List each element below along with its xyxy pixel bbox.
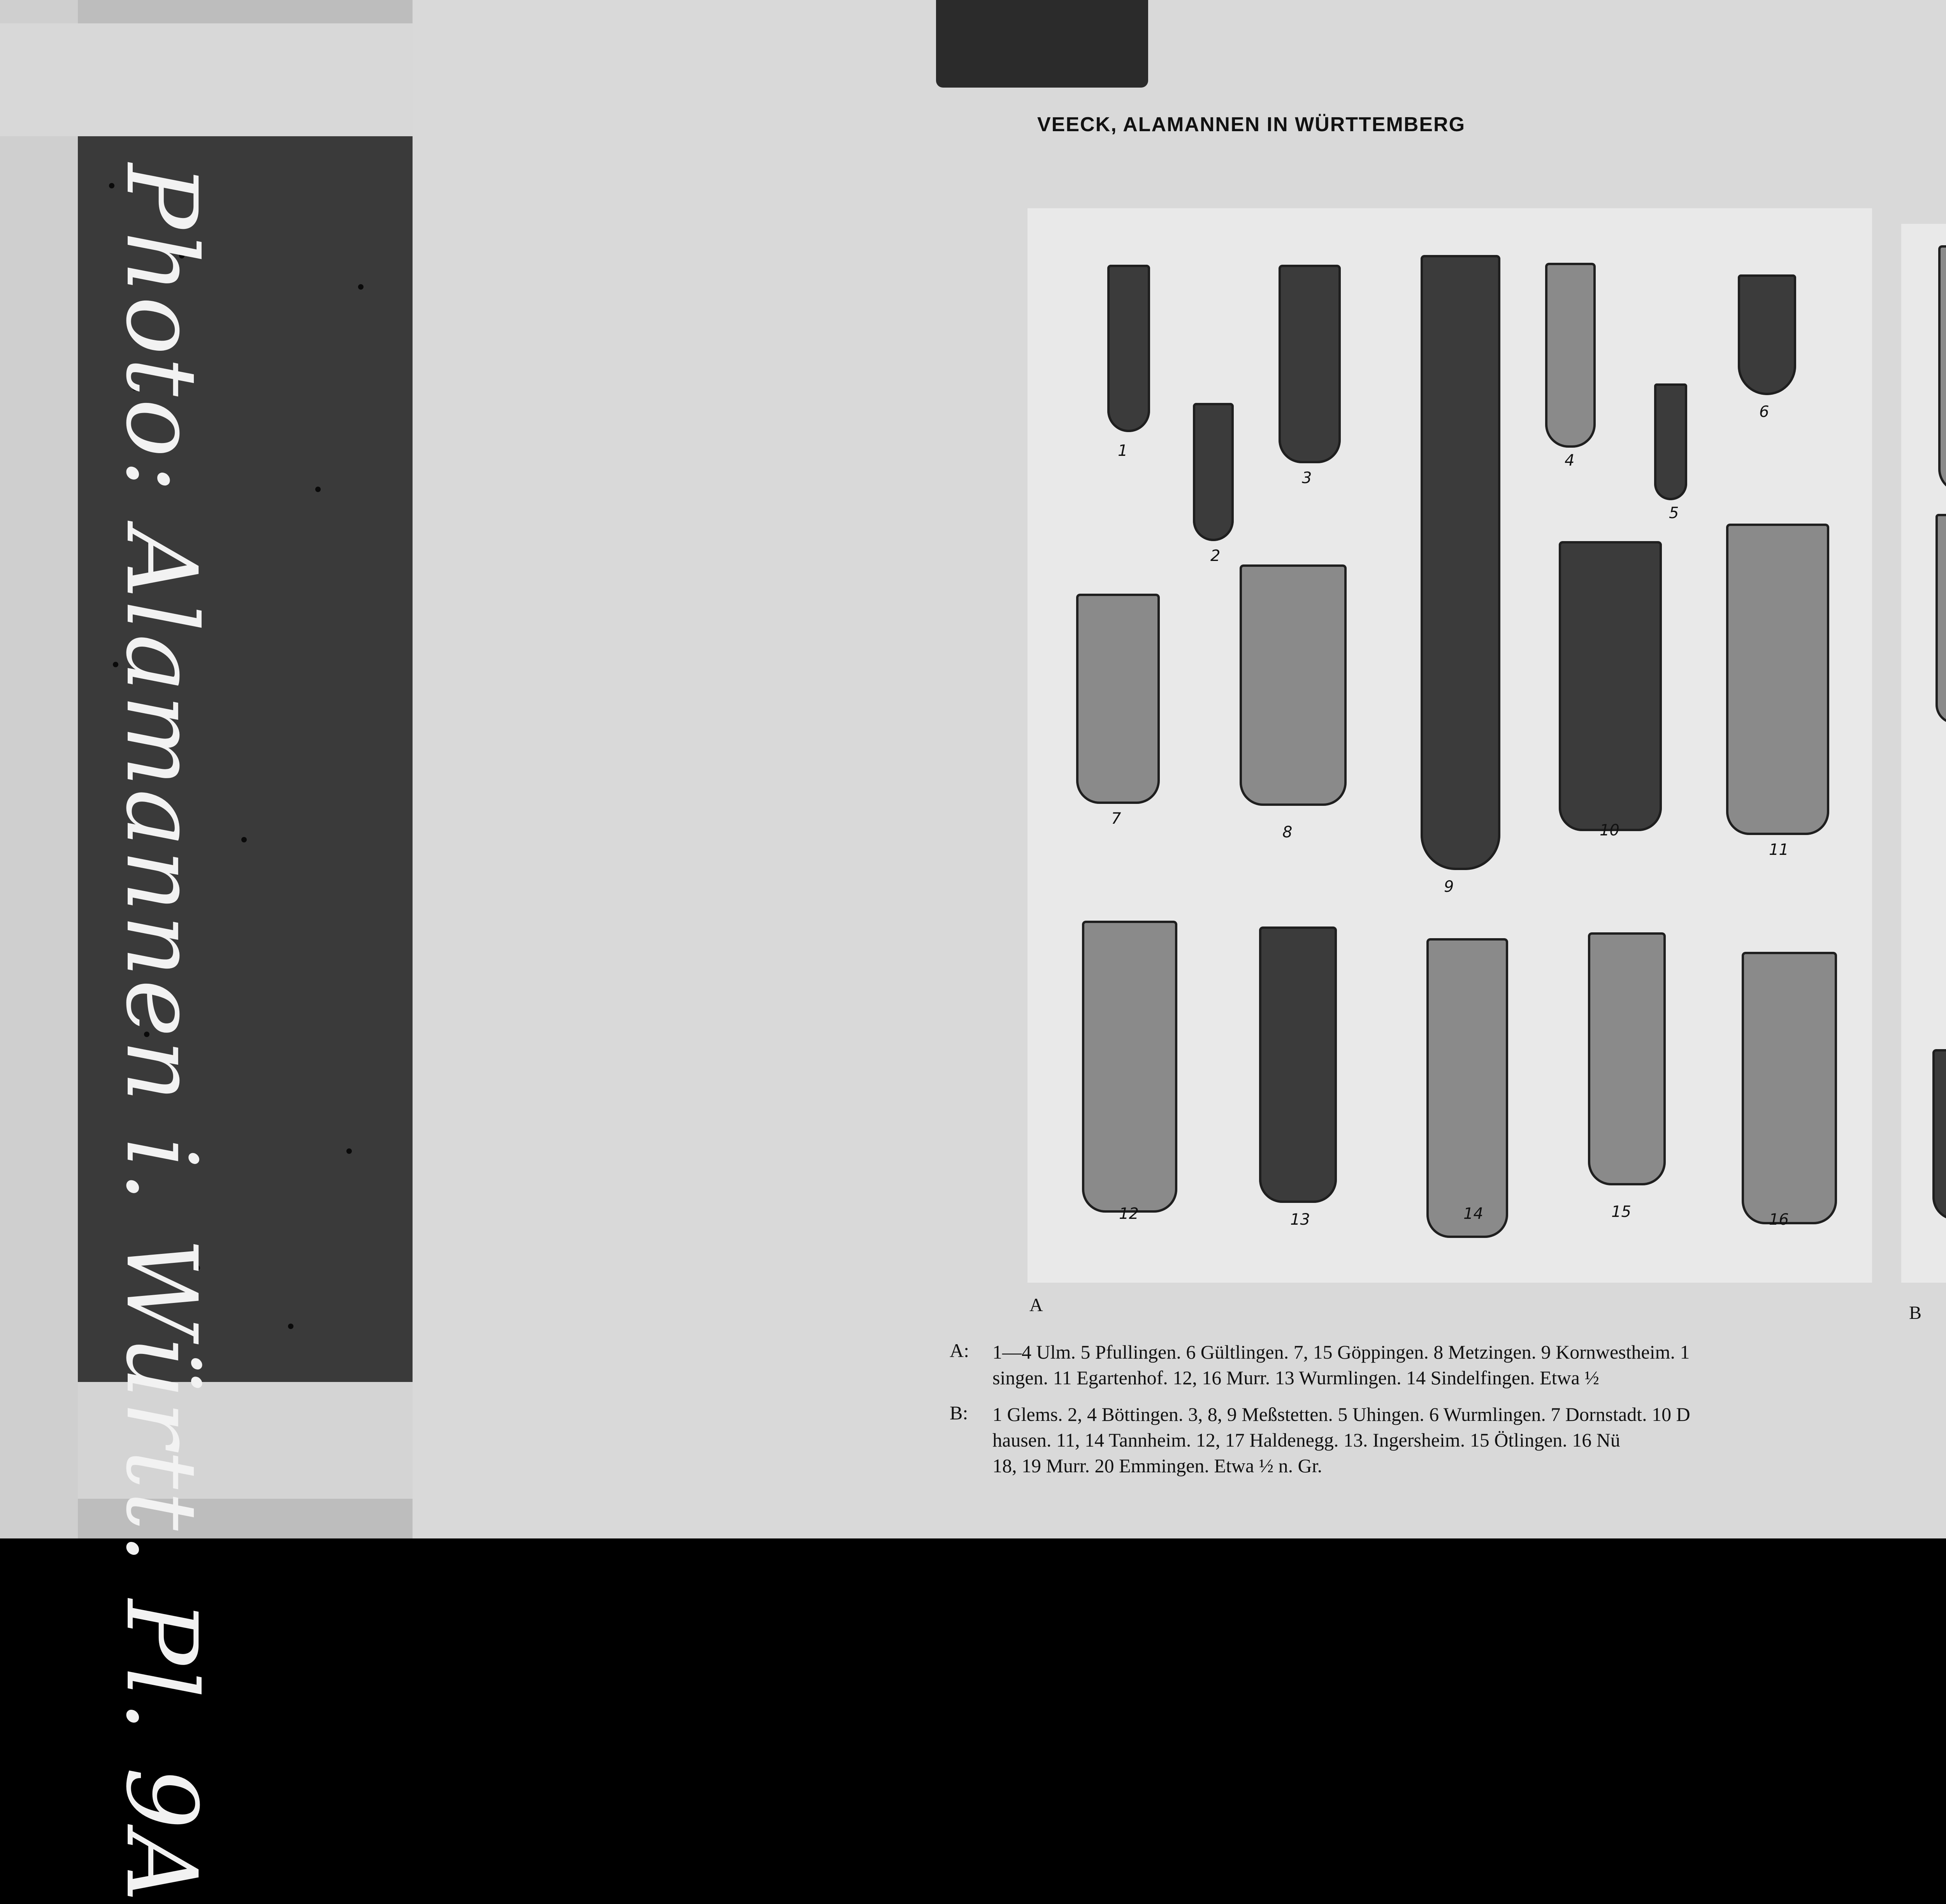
caption-b-line-3: 18, 19 Murr. 20 Emmingen. Etwa ½ n. Gr. [992,1455,1323,1477]
page-clip [936,0,1148,88]
wormhole [346,1148,352,1154]
running-header: VEECK, ALAMANNEN IN WÜRTTEMBERG [1037,113,1466,136]
strap-end-13 [1259,927,1337,1203]
strap-end-1 [1107,265,1150,432]
wormhole [241,837,247,842]
figure-number: 10 [1600,821,1619,839]
plate-b-label: B [1909,1303,1922,1323]
strap-end-6 [1738,274,1796,395]
strap-end-b-13 [1932,1049,1946,1220]
strap-end-14 [1426,938,1508,1238]
caption-a [992,1339,1690,1391]
strap-end-b-2 [1935,514,1946,724]
strap-end-7 [1076,594,1160,804]
figure-number: 5 [1669,504,1679,522]
strap-end-8 [1240,564,1347,806]
figure-number: 3 [1302,469,1312,487]
caption-b-line-2: hausen. 11, 14 Tannheim. 12, 17 Haldenegg. 13. Ingersheim. 15 Ötlingen. 16 Nü [992,1429,1620,1451]
figure-number: 9 [1444,878,1454,896]
wormhole [358,284,364,290]
figure-number: 6 [1759,403,1769,421]
caption-b [992,1401,1690,1479]
plate-a [1027,208,1872,1283]
caption-a-line-2: singen. 11 Egartenhof. 12, 16 Murr. 13 Wurmlingen. 14 Sindelfingen. Etwa ½ [992,1367,1599,1389]
tape-strip-left [0,0,78,1538]
caption-a-key: A: [950,1340,969,1361]
figure-number: 12 [1119,1205,1139,1223]
plate-a-label: A [1029,1295,1043,1315]
strap-end-11 [1726,524,1829,835]
tape-strip-top [0,23,413,136]
wormhole [315,487,321,492]
strap-end-b-1 [1938,245,1946,492]
strap-end-5 [1654,383,1687,500]
figure-number: 14 [1463,1205,1483,1223]
handwritten-label: Photo: Alamannen i. Württ. Pl. 9A [105,164,218,1904]
mounting-board [0,0,413,1904]
plate-b [1901,224,1946,1283]
wormhole [288,1324,293,1329]
strap-end-10 [1559,541,1662,831]
book-page [413,0,1946,1538]
figure-number: 8 [1282,823,1293,841]
figure-number: 7 [1111,810,1121,828]
strap-end-4 [1545,263,1596,448]
figure-number: 1 [1118,442,1128,460]
figure-number: 16 [1769,1211,1789,1229]
strap-end-15 [1588,932,1666,1185]
caption-a-line-1: 1—4 Ulm. 5 Pfullingen. 6 Gültlingen. 7, 15 Göppingen. 8 Metzingen. 9 Kornwestheim. 1 [992,1341,1690,1363]
caption-b-line-1: 1 Glems. 2, 4 Böttingen. 3, 8, 9 Meßstetten. 5 Uhingen. 6 Wurmlingen. 7 Dornstadt. 10 D [992,1403,1690,1425]
caption-b-key: B: [950,1402,968,1424]
strap-end-9 [1421,255,1500,870]
strap-end-16 [1742,952,1837,1224]
figure-number: 13 [1290,1211,1310,1229]
strap-end-3 [1279,265,1341,463]
figure-number: 15 [1611,1203,1631,1221]
figure-number: 4 [1565,452,1575,469]
strap-end-2 [1193,403,1234,541]
strap-end-12 [1082,921,1177,1213]
figure-number: 2 [1210,547,1221,565]
figure-number: 11 [1769,841,1789,859]
